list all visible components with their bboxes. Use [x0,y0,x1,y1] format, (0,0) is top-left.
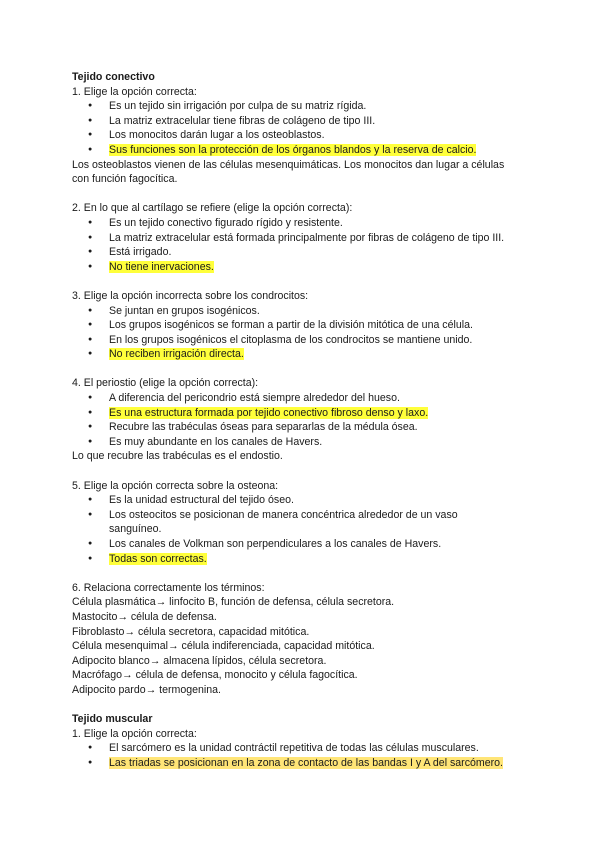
option: ● Es muy abundante en los canales de Havers. [72,435,532,450]
term-match: Fibroblasto→ célula secretora, capacidad mitótica. [72,625,310,638]
option-highlighted: ● Las triadas se posicionan en la zona de contacto de las bandas I y A del sarcómero. [72,756,532,771]
option: ● Está irrigado. [72,245,532,260]
option-highlighted: ● Es una estructura formada por tejido conectivo fibroso denso y laxo. [72,406,532,421]
option: ● Se juntan en grupos isogénicos. [72,304,532,319]
option: ● La matriz extracelular está formada principalmente por fibras de colágeno de tipo III. [72,231,532,246]
option: ● Recubre las trabéculas óseas para separarlas de la médula ósea. [72,420,532,435]
option: ● A diferencia del pericondrio está siempre alrededor del hueso. [72,391,532,406]
question-m1: 1. Elige la opción correcta: [72,727,197,740]
question-2: 2. En lo que al cartílago se refiere (elige la opción correcta): [72,202,353,215]
option: ● La matriz extracelular tiene fibras de colágeno de tipo III. [72,114,532,129]
question-5: 5. Elige la opción correcta sobre la osteona: [72,479,279,492]
document-body [72,70,532,771]
question-3: 3. Elige la opción incorrecta sobre los condrocitos: [72,289,309,302]
term-match: Adipocito blanco→ almacena lípidos, célula secretora. [72,654,327,667]
note: Lo que recubre las trabéculas es el endostio. [72,450,283,463]
term-match: Macrófago→ célula de defensa, monocito y célula fagocítica. [72,669,358,682]
term-match: Célula mesenquimal→ célula indiferenciada, capacidad mitótica. [72,640,375,653]
note: Los osteoblastos vienen de las células mesenquimáticas. Los monocitos dan lugar a células [72,158,505,171]
option-highlighted: ● No tiene inervaciones. [72,260,532,275]
option: ● Es la unidad estructural del tejido óseo. [72,493,532,508]
option: ● Los osteocitos se posicionan de manera concéntrica alrededor de un vaso [72,508,532,523]
term-match: Mastocito→ célula de defensa. [72,610,217,623]
option-highlighted: ● Sus funciones son la protección de los órganos blandos y la reserva de calcio. [72,143,532,158]
term-match: Célula plasmática→ linfocito B, función de defensa, célula secretora. [72,596,395,609]
option: ● Los monocitos darán lugar a los osteoblastos. [72,128,532,143]
question-4: 4. El periostio (elige la opción correcta): [72,377,259,390]
option: ● Los grupos isogénicos se forman a partir de la división mitótica de una célula. [72,318,532,333]
section-title: Tejido muscular [72,713,153,726]
question-1: 1. Elige la opción correcta: [72,85,197,98]
term-match: Adipocito pardo→ termogenina. [72,683,221,696]
option: ● Es un tejido conectivo figurado rígido y resistente. [72,216,532,231]
option: ● El sarcómero es la unidad contráctil repetitiva de todas las células musculares. [72,741,532,756]
question-6: 6. Relaciona correctamente los términos: [72,581,265,594]
section-title: Tejido conectivo [72,71,155,83]
option-continuation: sanguíneo. [109,523,162,536]
note: con función fagocítica. [72,173,178,186]
option: ● Los canales de Volkman son perpendiculares a los canales de Havers. [72,537,532,552]
option: ● Es un tejido sin irrigación por culpa de su matriz rígida. [72,99,532,114]
option-highlighted: ● No reciben irrigación directa. [72,347,532,362]
option: ● En los grupos isogénicos el citoplasma de los condrocitos se mantiene unido. [72,333,532,348]
option-highlighted: ● Todas son correctas. [72,552,532,567]
